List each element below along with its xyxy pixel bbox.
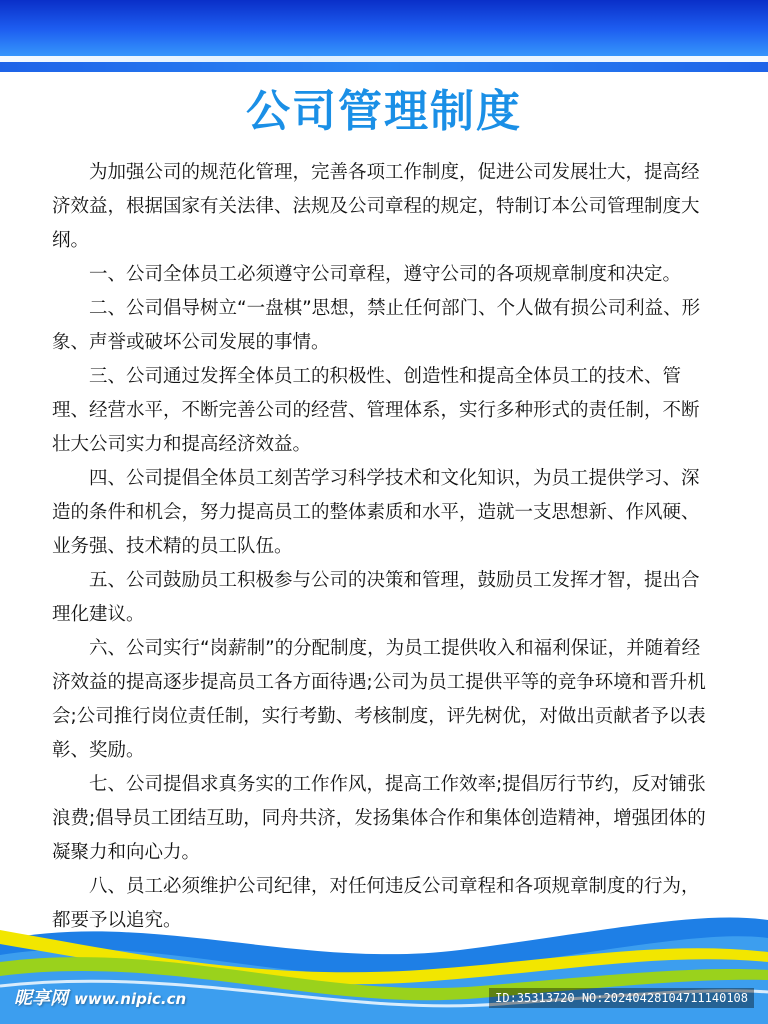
logo-site: www.nipic.cn (74, 990, 187, 1008)
header-band (0, 0, 768, 64)
rule-1: 一、公司全体员工必须遵守公司章程，遵守公司的各项规章制度和决定。 (89, 264, 682, 285)
intro-paragraph: 为加强公司的规范化管理，完善各项工作制度，促进公司发展壮大，提高经济效益，根据国家有关法律、法规及公司章程的规定，特制订本公司管理制度大纲。 (52, 162, 700, 251)
rule-7: 七、公司提倡求真务实的工作作风，提高工作效率;提倡厉行节约，反对铺张浪费;倡导员工团结互助，同舟共济，发扬集体合作和集体创造精神，增强团体的凝聚力和向心力。 (52, 774, 706, 863)
rule-2: 二、公司倡导树立“一盘棋”思想，禁止任何部门、个人做有损公司利益、形象、声誉或破坏公司发展的事情。 (52, 298, 701, 353)
nipic-logo (14, 984, 186, 1010)
regulation-body (52, 156, 716, 938)
rule-3: 三、公司通过发挥全体员工的积极性、创造性和提高全体员工的技术、管理、经营水平，不断完善公司的经营、管理体系，实行多种形式的责任制，不断壮大公司实力和提高经济效益。 (52, 366, 700, 455)
rule-6: 六、公司实行“岗薪制”的分配制度，为员工提供收入和福利保证，并随着经济效益的提高逐步提高员工各方面待遇;公司为员工提供平等的竞争环境和晋升机会;公司推行岗位责任制，实行考勤、考核制度，评先树优，对做出贡献者予以表彰、奖励。 (52, 638, 706, 761)
logo-text: 昵享网 (14, 988, 68, 1009)
rule-5: 五、公司鼓励员工积极参与公司的决策和管理，鼓励员工发挥才智，提出合理化建议。 (52, 570, 700, 625)
page-title: 公司管理制度 (246, 86, 522, 137)
image-id-watermark: ID:35313720 NO:20240428104711140108 (489, 988, 754, 1008)
rule-8: 八、员工必须维护公司纪律，对任何违反公司章程和各项规章制度的行为，都要予以追究。 (52, 876, 700, 931)
header-stripe-blue (0, 62, 768, 72)
rule-4: 四、公司提倡全体员工刻苦学习科学技术和文化知识，为员工提供学习、深造的条件和机会，努力提高员工的整体素质和水平，造就一支思想新、作风硬、业务强、技术精的员工队伍。 (52, 468, 700, 557)
